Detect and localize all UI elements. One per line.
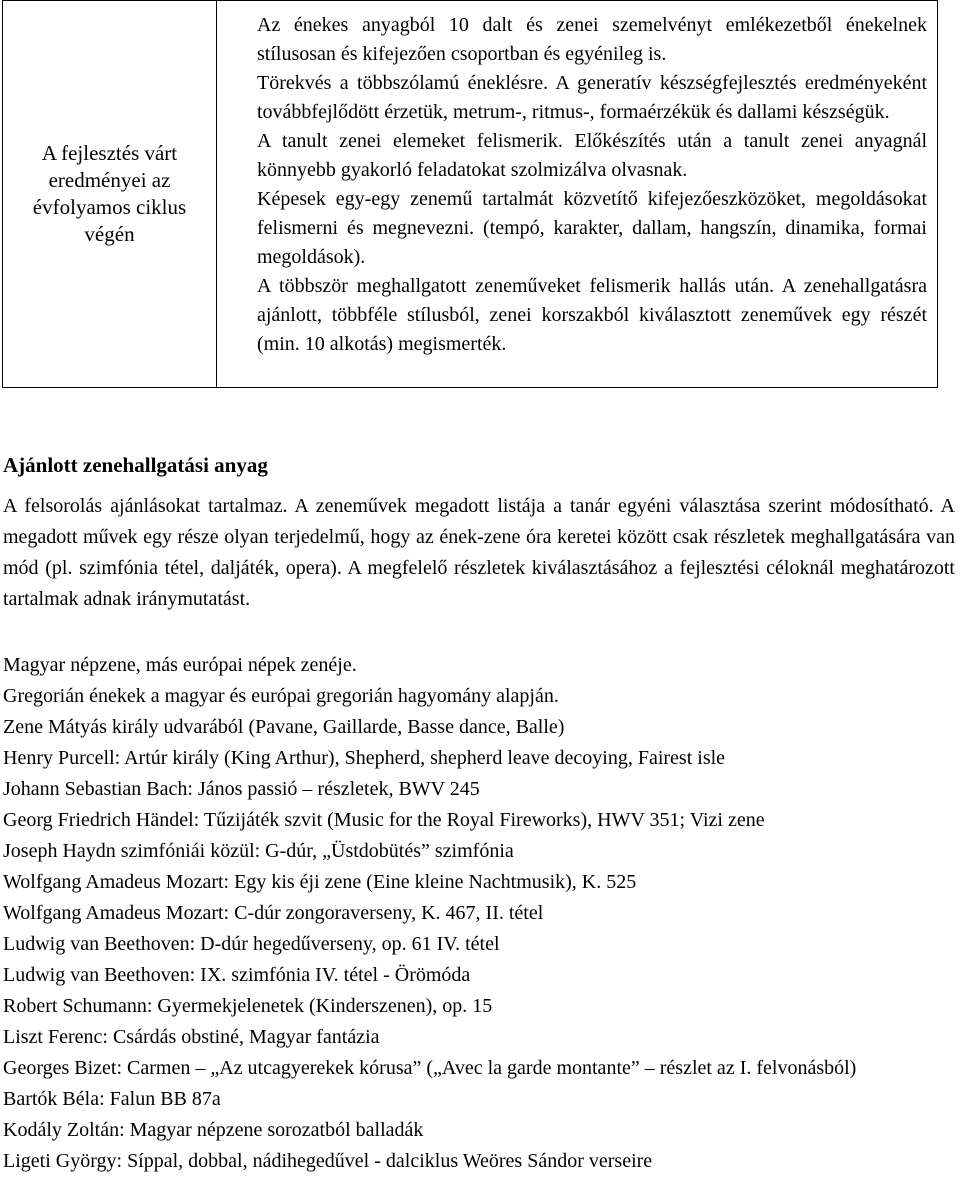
list-item: Georg Friedrich Händel: Tűzijáték szvit (Music for the Royal Fireworks), HWV 351; Vizi zene (3, 809, 765, 831)
list-item: Ligeti György: Síppal, dobbal, nádihegedűvel - dalciklus Weöres Sándor verseire (3, 1150, 653, 1172)
list-item: Kodály Zoltán: Magyar népzene sorozatból balladák (3, 1119, 424, 1141)
list-item: Ludwig van Beethoven: D-dúr hegedűverseny, op. 61 IV. tétel (3, 933, 500, 955)
list-item: Johann Sebastian Bach: János passió – részletek, BWV 245 (3, 778, 480, 800)
list-item: Robert Schumann: Gyermekjelenetek (Kinderszenen), op. 15 (3, 995, 493, 1017)
outcomes-label: A fejlesztés várt eredményei az évfolyamos ciklus végén (3, 1, 217, 388)
outcomes-content (217, 1, 938, 388)
recommended-works-list (3, 650, 955, 1177)
list-item: Zene Mátyás király udvarából (Pavane, Gaillarde, Basse dance, Balle) (3, 716, 565, 738)
list-item: Gregorián énekek a magyar és európai gregorián hagyomány alapján. (3, 685, 559, 707)
list-item: Henry Purcell: Artúr király (King Arthur), Shepherd, shepherd leave decoying, Fairest isle (3, 747, 726, 769)
list-item: Wolfgang Amadeus Mozart: C-dúr zongoraverseny, K. 467, II. tétel (3, 902, 544, 924)
list-item: Joseph Haydn szimfóniái közül: G-dúr, „Üstdobütés” szimfónia (3, 840, 514, 862)
outcome-paragraph: A tanult zenei elemeket felismerik. Előkészítés után a tanult zenei anyagnál könnyebb gyakorló feladatokat szolmizálva olvasnak. (257, 130, 927, 181)
outcome-paragraph: Képesek egy-egy zenemű tartalmát közvetítő kifejezőeszközöket, megoldásokat felismerni és megnevezni. (tempó, karakter, dallam, hangszín, dinamika, formai megoldások). (257, 188, 927, 268)
outcome-paragraph: Törekvés a többszólamú éneklésre. A generatív készségfejlesztés eredményeként továbbfejlődött érzetük, metrum-, ritmus-, formaérzékük és dallami készségük. (257, 72, 927, 123)
list-item: Liszt Ferenc: Csárdás obstiné, Magyar fantázia (3, 1026, 380, 1048)
list-item: Magyar népzene, más európai népek zenéje. (3, 654, 357, 676)
outcome-paragraph: Az énekes anyagból 10 dalt és zenei szemelvényt emlékezetből énekelnek stílusosan és kifejezően csoportban és egyénileg is. (257, 14, 927, 65)
outcomes-row (3, 1, 938, 388)
section-intro: A felsorolás ajánlásokat tartalmaz. A zeneművek megadott listája a tanár egyéni választása szerint módosítható. A megadott művek egy része olyan terjedelmű, hogy az ének-zene óra keretei között csak részletek meghallgatására van mód (pl. szimfónia tétel, daljáték, opera). A megfelelő részletek kiválasztásához a fejlesztési céloknál meghatározott tartalmak adnak iránymutatást. (3, 495, 955, 610)
list-item: Wolfgang Amadeus Mozart: Egy kis éji zene (Eine kleine Nachtmusik), K. 525 (3, 871, 637, 893)
list-item: Ludwig van Beethoven: IX. szimfónia IV. tétel - Örömóda (3, 964, 471, 986)
list-item: Bartók Béla: Falun BB 87a (3, 1088, 221, 1110)
list-item: Georges Bizet: Carmen – „Az utcagyerekek kórusa” („Avec la garde montante” – részlet az I. felvonásból) (3, 1057, 857, 1079)
outcome-paragraph: A többször meghallgatott zeneműveket felismerik hallás után. A zenehallgatásra ajánlott, többféle stílusból, zenei korszakból kiválasztott zeneművek egy részét (min. 10 alkotás) megismerték. (257, 275, 927, 355)
outcomes-table (2, 0, 938, 388)
section-heading: Ajánlott zenehallgatási anyag (3, 453, 268, 477)
